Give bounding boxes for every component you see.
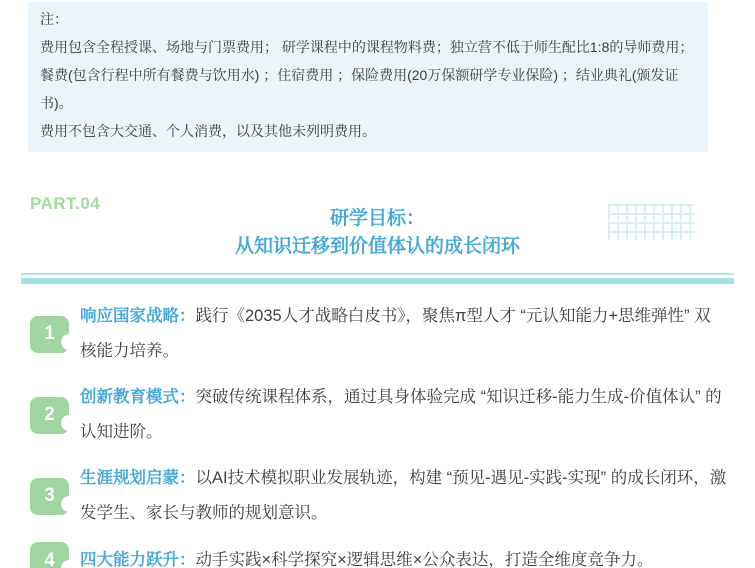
goal-heading: 创新教育模式： bbox=[80, 388, 196, 406]
list-item bbox=[0, 380, 755, 450]
goal-text bbox=[80, 380, 727, 450]
badge-number: 2 bbox=[44, 404, 55, 425]
section-title-line1: 研学目标： bbox=[329, 208, 425, 229]
goal-heading: 响应国家战略： bbox=[80, 307, 196, 325]
number-badge bbox=[30, 397, 69, 434]
list-item bbox=[0, 299, 755, 369]
divider-thin-line bbox=[21, 273, 734, 275]
note-footer: 费用不包含大交通、个人消费，以及其他未列明费用。 bbox=[40, 123, 376, 139]
part-number-label: PART.04 bbox=[30, 194, 101, 213]
grid-pattern-icon bbox=[608, 204, 694, 240]
number-badge bbox=[30, 316, 69, 353]
badge-number: 4 bbox=[44, 549, 55, 568]
goal-heading: 四大能力跃升： bbox=[80, 551, 196, 568]
goal-body: 践行《2035人才战略白皮书》，聚焦π型人才 “元认知能力+思维弹性” 双核能力培养。 bbox=[80, 307, 711, 360]
goal-text bbox=[80, 461, 727, 531]
section-title-line2: 从知识迁移到价值体认的成长闭环 bbox=[234, 236, 520, 257]
badge-number: 1 bbox=[44, 323, 55, 344]
note-label: 注： bbox=[40, 11, 68, 27]
list-item bbox=[0, 542, 755, 568]
number-badge bbox=[30, 478, 69, 515]
goal-text bbox=[80, 543, 653, 568]
badge-number: 3 bbox=[44, 485, 55, 506]
note-body: 费用包含全程授课、场地与门票费用； 研学课程中的课程物料费；独立营不低于师生配比1:8的导师费用；餐费(包含行程中所有餐费与饮用水) ；住宿费用 ；保险费用(20万保额研学专业保险) ；结业典礼(颁发证书)。 bbox=[40, 39, 694, 111]
number-badge bbox=[30, 542, 69, 568]
section-header bbox=[0, 194, 755, 264]
goal-heading: 生涯规划启蒙： bbox=[80, 469, 196, 487]
goal-body: 突破传统课程体系，通过具身体验完成 “知识迁移-能力生成-价值体认” 的认知进阶。 bbox=[80, 388, 722, 441]
list-item bbox=[0, 461, 755, 531]
fee-note-box bbox=[28, 2, 708, 152]
divider-thick-line bbox=[21, 278, 734, 284]
goal-body: 动手实践×科学探究×逻辑思维×公众表达，打造全维度竞争力。 bbox=[195, 551, 654, 568]
section-divider bbox=[21, 273, 734, 284]
goals-list bbox=[0, 299, 755, 568]
goal-text bbox=[80, 299, 727, 369]
goal-body: 以AI技术模拟职业发展轨迹，构建 “预见-遇见-实践-实现” 的成长闭环，激发学生、家长与教师的规划意识。 bbox=[80, 469, 727, 522]
